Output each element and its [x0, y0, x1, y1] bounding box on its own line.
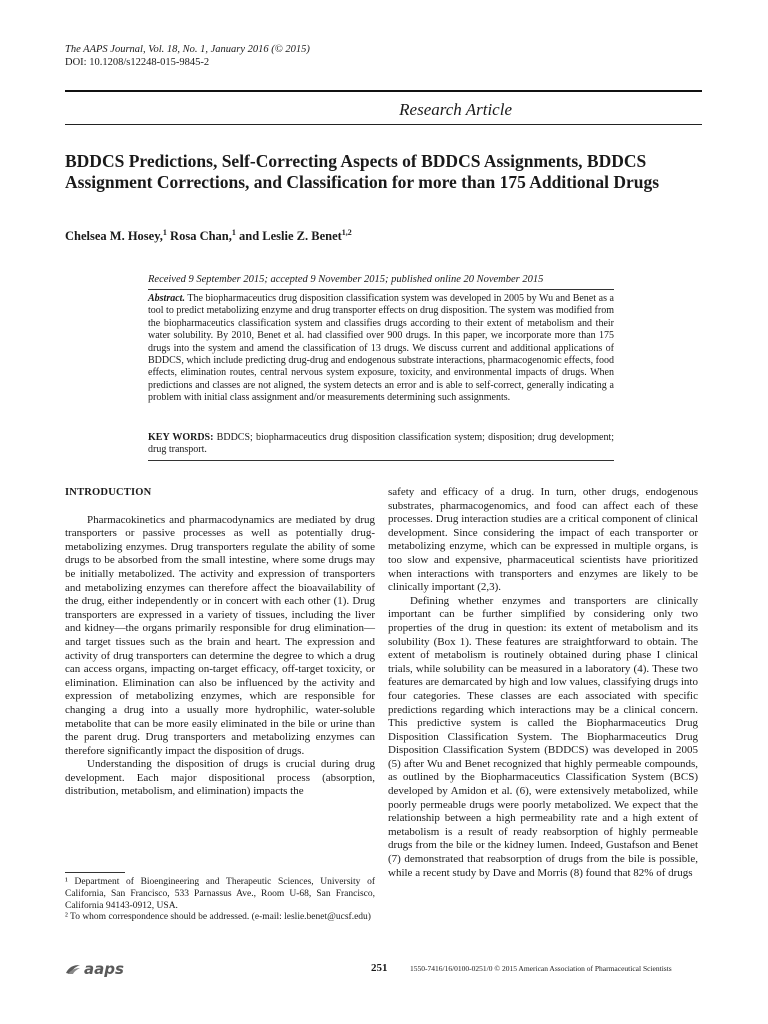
author-2: Rosa Chan, — [170, 229, 232, 244]
intro-paragraph-1: Pharmacokinetics and pharmacodynamics are mediated by drug transporters or passive processes as well as potentially drug-metabolizing enzymes. Drug transporters regulate the ability of some drugs to be absorbed from the small intestine, where some drugs may be initially metabolized. The activity and expression of transporters and metabolizing enzymes can therefore affect the bioavailability of the drug, either independently or in concert with each other (1). Drug transporters are expressed in a variety of tissues, including the liver and kidney—the organs primarily responsible for drug elimination—and target tissues such as the brain and heart. The expression and activity of drug transporters can determine the degree to which a drug can access organs, impacting on-target efficacy, off-target toxicity, or elimination. Elimination can also be influenced by the activity and expression of metabolizing enzymes, which are responsible for changing a drug into a usually more hydrophilic, water-soluble metabolite that can be more easily eliminated in the bile or urine than the parent drug. Drug transporters and metabolizing enzymes can therefore significantly impact the disposition of drugs. — [65, 513, 375, 757]
keywords — [148, 432, 614, 457]
author-3-affiliation: 1,2 — [341, 228, 352, 237]
publisher-logo — [65, 960, 124, 978]
footnote-affiliation: ¹ Department of Bioengineering and Therapeutic Sciences, University of California, San Francisco, 533 Parnassus Ave., Room U-68, San Francisco, California 94143-0912, USA. — [65, 877, 375, 911]
footnotes — [65, 877, 375, 924]
right-column — [388, 486, 698, 880]
author-list — [65, 228, 352, 244]
article-type-rule — [65, 124, 702, 125]
page-number: 251 — [371, 962, 388, 974]
footer-issn: 1550-7416/16/0100-0251/0 © 2015 American Association of Pharmaceutical Scientists — [410, 964, 672, 973]
author-3: and Leslie Z. Benet — [239, 229, 342, 244]
aaps-logo-icon — [65, 963, 81, 975]
abstract — [148, 293, 614, 405]
header-rule — [65, 90, 702, 92]
journal-citation: The AAPS Journal, Vol. 18, No. 1, January 2016 (© 2015) — [65, 44, 310, 55]
footnote-rule — [65, 872, 125, 873]
author-1-affiliation: 1 — [162, 228, 167, 237]
intro-paragraph-3: safety and efficacy of a drug. In turn, other drugs, endogenous substrates, pharmacogenomics, and food can affect each of these processes. Drug interaction studies are a critical component of clinical development. Since considering the impact of each transporter or metabolizing enzyme, which can be expressed in multiple organs, is too slow and expensive, pharmaceutical scientists have prioritized when interactions with transporters and enzymes are likely to be clinically important (2,3). — [388, 486, 698, 594]
section-heading-introduction: INTRODUCTION — [65, 487, 152, 498]
article-type: Research Article — [399, 100, 512, 119]
intro-paragraph-2: Understanding the disposition of drugs is crucial during drug development. Each major dispositional process (absorption, distribution, metabolism, and elimination) impacts the — [65, 758, 375, 798]
article-title: BDDCS Predictions, Self-Correcting Aspects of BDDCS Assignments, BDDCS Assignment Corrections, and Classification for more than 175 Additional Drugs — [65, 151, 660, 192]
left-column — [65, 486, 375, 799]
abstract-label: Abstract. — [148, 293, 185, 304]
intro-paragraph-4: Defining whether enzymes and transporters are clinically important can be further simplified by considering only two properties of the drug in question: its extent of metabolism and its solubility (Box 1). These features are straightforward to obtain. The extent of metabolism is routinely obtained during phase I clinical trials, while solubility can be measured in a laboratory (4). These two features are demarcated by high and low values, classifying drugs into four categories. These classes are each associated with specific predictions regarding which interactions may be a clinical concern. This predictive system is called the Biopharmaceutics Drug Disposition Classification System. The Biopharmaceutics Drug Disposition Classification System (BDDCS) was developed in 2005 (5) after Wu and Benet recognized that highly permeable compounds, as outlined by the Biopharmaceutics Classification System (BCS) developed by Amidon et al. (6), were extensively metabolized, while poorly permeable drugs were poorly metabolized. We expect that the relationship between a high permeability rate and a high extent of metabolism is a result of ready reabsorption of highly permeable drugs from the bile or the kidney lumen. Indeed, Gustafson and Benet (7) demonstrated that reabsorption of drugs from the bile is possible, while a recent study by Dave and Morris (8) found that 82% of drugs — [388, 594, 698, 879]
aaps-logo-text: aaps — [84, 960, 124, 978]
keywords-bottom-rule — [148, 460, 614, 461]
author-2-affiliation: 1 — [231, 228, 236, 237]
author-1: Chelsea M. Hosey, — [65, 229, 163, 244]
keywords-label: KEY WORDS: — [148, 432, 214, 443]
abstract-top-rule — [148, 289, 614, 290]
footnote-correspondence: ² To whom correspondence should be addressed. (e-mail: leslie.benet@ucsf.edu) — [65, 912, 371, 923]
abstract-text: The biopharmaceutics drug disposition classification system was developed in 2005 by Wu and Benet as a tool to predict metabolizing enzyme and drug transporter effects on drug disposition. The system was modified from the biopharmaceutics classification system and classifies drugs according to their extent of metabolism and their water solubility. By 2010, Benet et al. had classified over 900 drugs. In this paper, we incorporate more than 175 drugs into the system and amend the classification of 13 drugs. We discuss current and additional applications of BDDCS, which include predicting drug-drug and endogenous substrate interactions, pharmacogenomic effects, food effects, elimination routes, central nervous system exposure, toxicity, and environmental impacts of drugs. When predictions and classes are not aligned, the system detects an error and is able to self-correct, generally indicating a problem with initial class assignment and/or measurements determining such assignments. — [148, 293, 614, 404]
received-dates: Received 9 September 2015; accepted 9 November 2015; published online 20 November 2015 — [148, 274, 544, 285]
keywords-text: BDDCS; biopharmaceutics drug disposition classification system; disposition; drug development; drug transport. — [148, 432, 614, 456]
doi: DOI: 10.1208/s12248-015-9845-2 — [65, 57, 210, 68]
